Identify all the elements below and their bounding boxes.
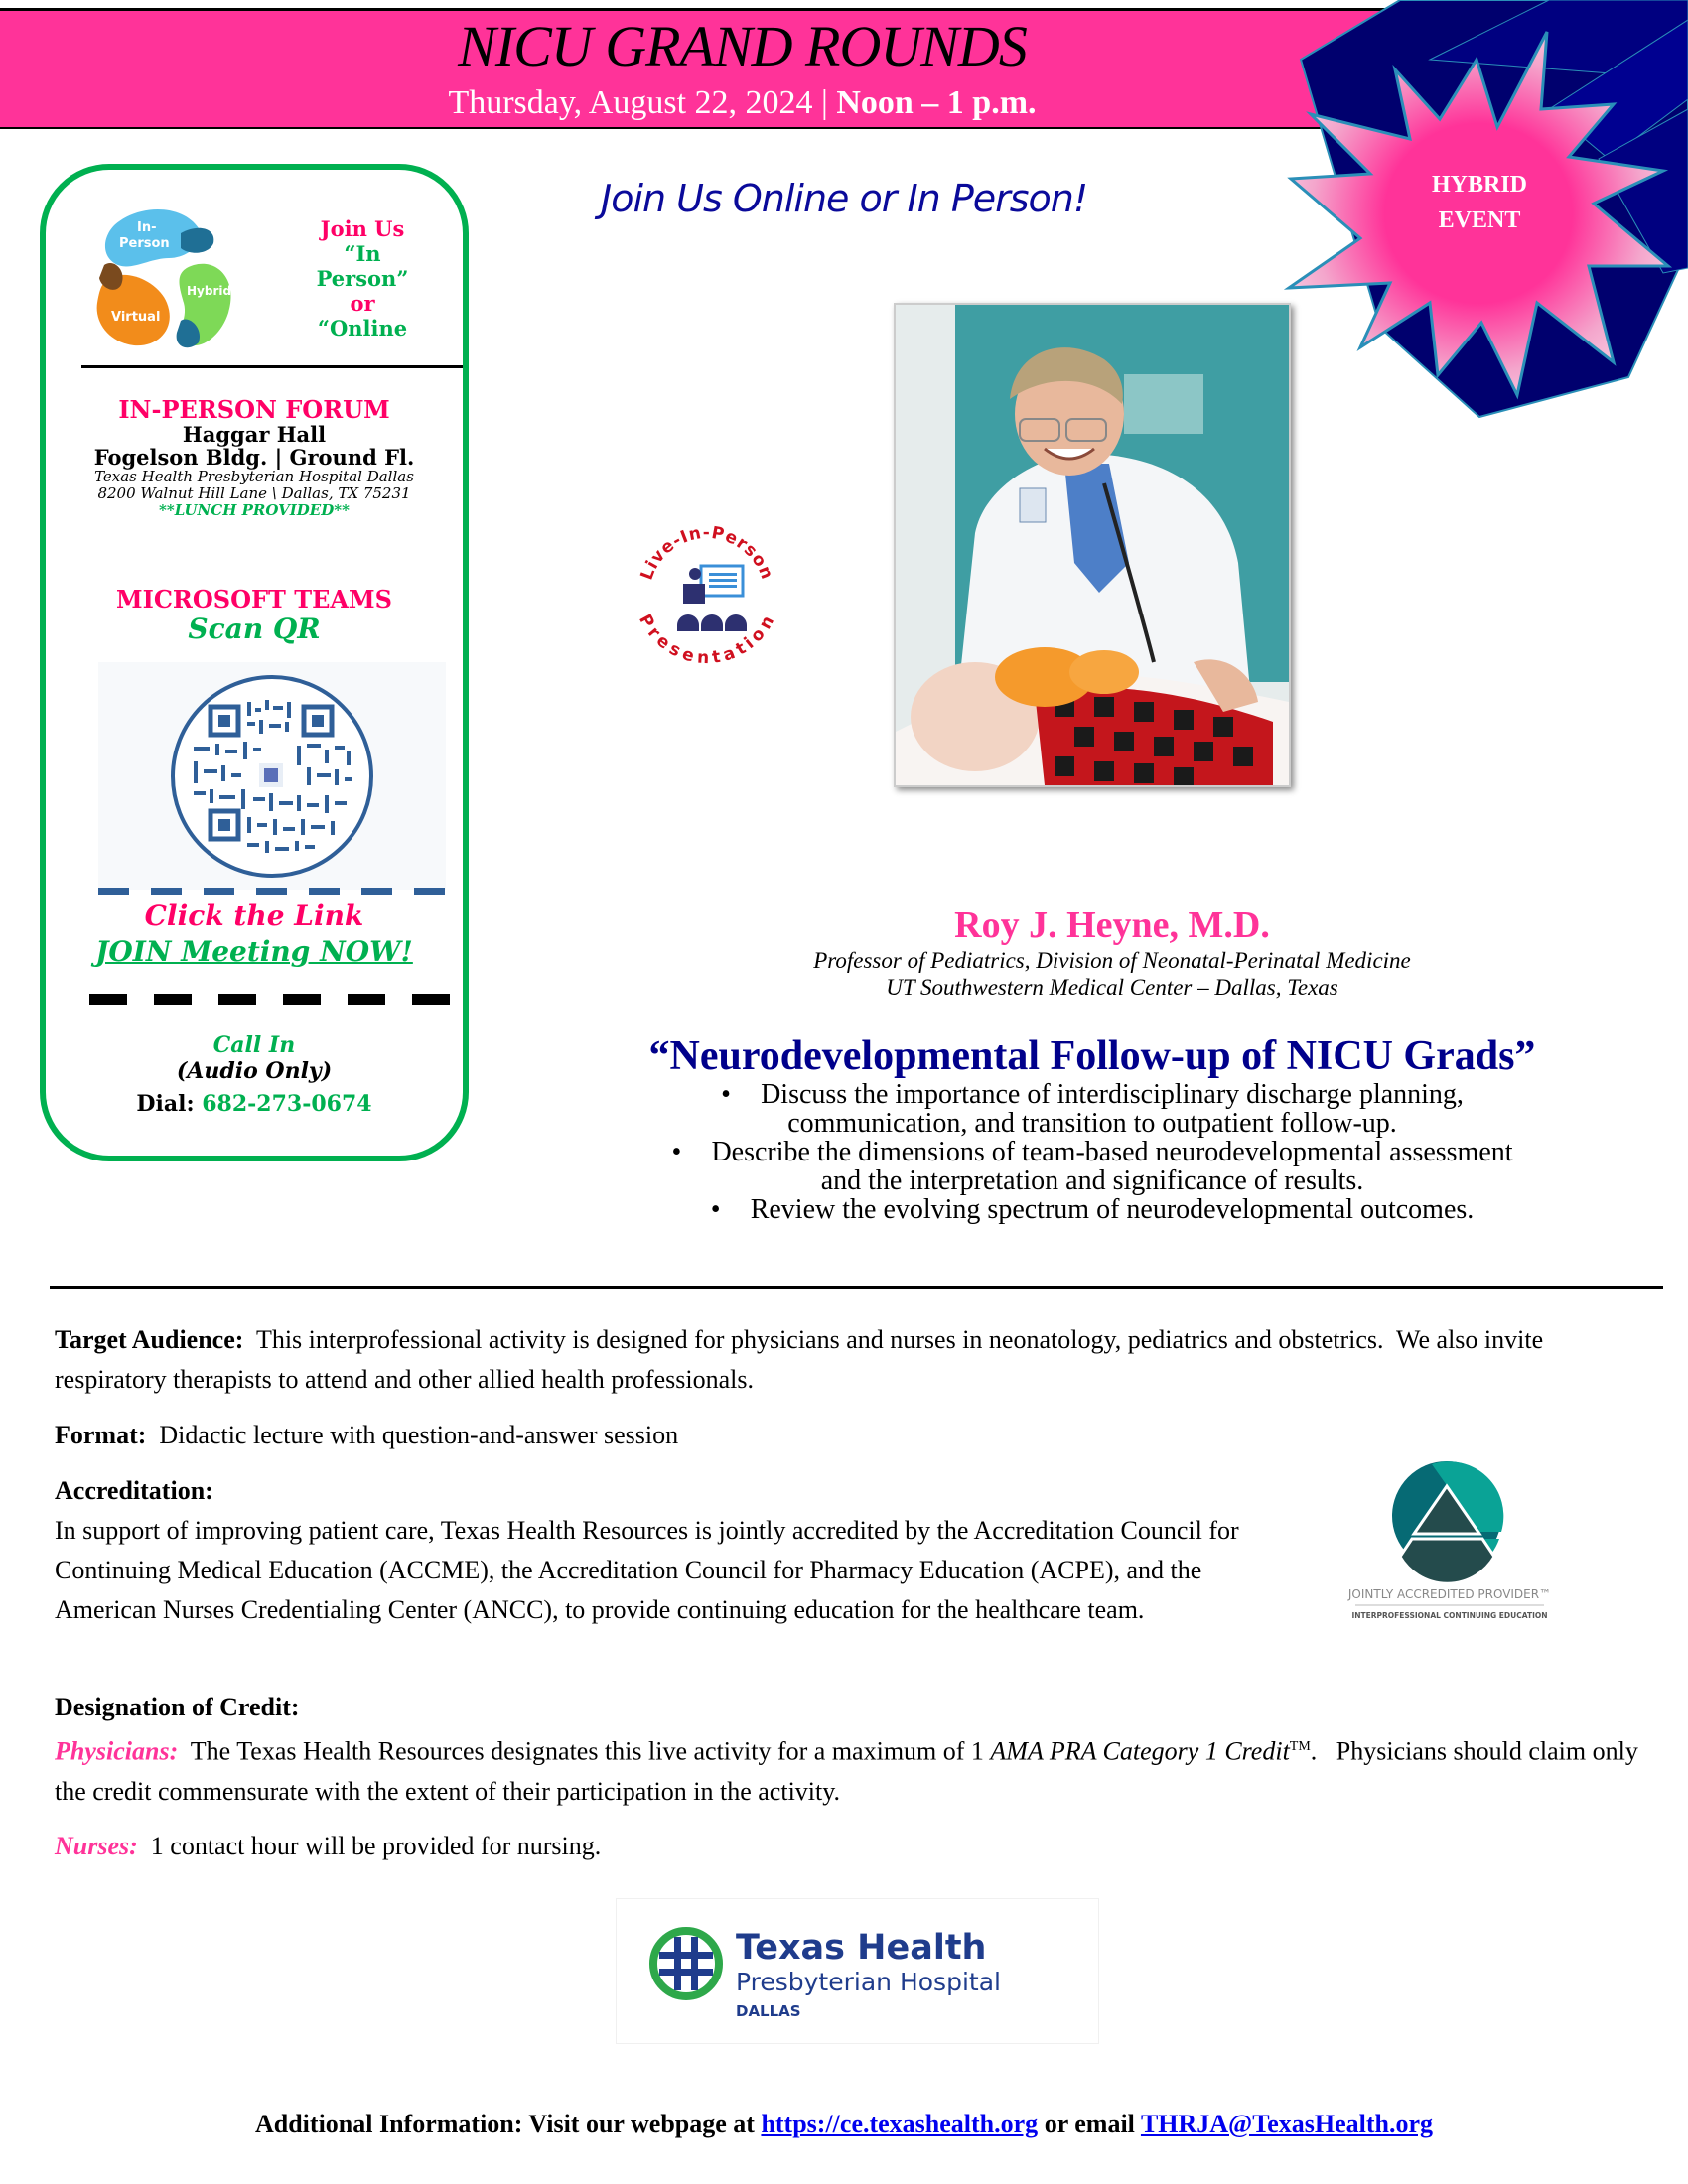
qr-code-icon[interactable] (98, 662, 446, 890)
target-audience-text: This interprofessional activity is designed for physicians and nurses in neonatology, pediatrics and obstetrics. We also invite respiratory therapists to attend and other allied health professionals. (55, 1325, 1550, 1394)
target-audience (55, 1320, 1653, 1400)
objective-text: Describe the dimensions of team-based neurodevelopmental assessment (711, 1137, 1513, 1167)
dial-line (60, 1084, 449, 1124)
designation-of-credit (55, 1688, 1653, 1812)
format-text: Didactic lecture with question-and-answer session (146, 1421, 679, 1449)
email-link[interactable]: THRJA@TexasHealth.org (1140, 2110, 1433, 2138)
dial-label: Dial: (136, 1091, 203, 1117)
event-datetime (0, 83, 1405, 123)
scan-qr-label: Scan QR (188, 613, 321, 645)
forum-address: 8200 Walnut Hill Lane \ Dallas, TX 75231 (97, 484, 411, 502)
teams-heading: MICROSOFT TEAMS (116, 585, 392, 614)
phone-number[interactable]: 682-273-0674 (202, 1091, 372, 1117)
lunch-provided: **LUNCH PROVIDED** (159, 501, 350, 519)
objective-text: Discuss the importance of interdisciplinary discharge planning, (761, 1079, 1464, 1110)
speaker-title: Professor of Pediatrics, Division of Neonatal-Perinatal Medicine (813, 948, 1411, 973)
physicians-text-2: . Physicians should claim only the credit commensurate with the extent of their participation in the activity. (55, 1736, 1645, 1806)
svg-text:In-: In- (137, 220, 157, 235)
trademark: TM (1289, 1739, 1311, 1754)
join-meeting-section (60, 898, 449, 970)
svg-text:Virtual: Virtual (111, 310, 161, 325)
objective-text: Review the evolving spectrum of neurodevelopmental outcomes. (750, 1194, 1475, 1225)
forum-heading: IN-PERSON FORUM (118, 395, 390, 424)
format-label: Format: (55, 1421, 147, 1449)
objective-item (516, 1080, 1668, 1138)
svg-text:Texas Health: Texas Health (736, 1928, 987, 1968)
bullet-icon: • (710, 1194, 721, 1225)
forum-hospital: Texas Health Presbyterian Hospital Dallas (94, 468, 414, 485)
page-title: NICU GRAND ROUNDS (458, 14, 1027, 78)
click-the-link-label: Click the Link (144, 899, 364, 932)
talk-title: “Neurodevelopmental Follow-up of NICU Grads” (648, 1033, 1536, 1079)
event-date: Thursday, August 22, 2024 | (448, 84, 837, 121)
microsoft-teams-section (60, 586, 449, 645)
footer (0, 2110, 1688, 2139)
event-time: Noon – 1 p.m. (836, 84, 1037, 121)
nurses-text: 1 contact hour will be provided for nursing. (137, 1832, 602, 1860)
join-line4: or (350, 291, 375, 316)
call-in-section (60, 1032, 449, 1124)
join-line3: Person” (316, 266, 409, 291)
panel-divider (81, 365, 463, 368)
bullet-icon: • (671, 1137, 682, 1167)
footer-text: Additional Information: Visit our webpage at (254, 2110, 762, 2138)
designation-label: Designation of Credit: (55, 1693, 300, 1721)
speaker-info (556, 903, 1668, 1001)
call-in-label: Call In (212, 1032, 296, 1058)
objective-text: communication, and transition to outpatient follow-up. (787, 1108, 1397, 1139)
nurses-label: Nurses: (55, 1832, 138, 1860)
hybrid-modes-logo-icon (89, 204, 248, 352)
badge-line2: EVENT (1438, 207, 1521, 233)
website-link[interactable]: https://ce.texashealth.org (761, 2110, 1039, 2138)
svg-text:Hybrid: Hybrid (187, 284, 232, 298)
dashed-divider-blue (98, 888, 446, 895)
target-audience-label: Target Audience: (55, 1325, 244, 1354)
bullet-icon: • (721, 1079, 731, 1110)
section-divider (50, 1286, 1663, 1289)
speaker-affiliation: UT Southwestern Medical Center – Dallas, Texas (886, 975, 1338, 1000)
objective-item (516, 1138, 1668, 1195)
nurses-credit (55, 1827, 1653, 1866)
physicians-label: Physicians: (55, 1736, 179, 1766)
objective-text: and the interpretation and significance of results. (820, 1165, 1364, 1196)
physicians-credit (55, 1727, 1653, 1812)
speaker-photo (894, 303, 1291, 787)
join-meeting-link[interactable]: JOIN Meeting NOW! (95, 935, 413, 968)
join-line1: Join Us (320, 216, 405, 241)
doctor-with-baby-image (896, 305, 1289, 785)
svg-text:Presentation: Presentation (634, 611, 779, 667)
svg-text:Person: Person (119, 236, 170, 251)
accreditation-label: Accreditation: (55, 1476, 213, 1505)
footer-text-2: or email (1038, 2110, 1141, 2138)
svg-text:JOINTLY ACCREDITED PROVIDER™: JOINTLY ACCREDITED PROVIDER™ (1347, 1587, 1552, 1601)
forum-hall: Haggar Hall (182, 422, 327, 447)
objective-item (516, 1195, 1668, 1224)
hybrid-event-label (1420, 167, 1539, 238)
dashed-divider-black (89, 994, 457, 1005)
accreditation-text: In support of improving patient care, Texas Health Resources is jointly accredited by the Accreditation Council for Continuing Medical Education (ACCME), the Accreditation Council for Pharmacy Education (ACPE), and the American Nurses Credentialing Center (ANCC), to provide continuing education for the healthcare team. (55, 1516, 1239, 1624)
svg-text:Live-In-Person: Live-In-Person (636, 522, 777, 583)
format (55, 1416, 1653, 1455)
join-line2: “In (344, 241, 381, 266)
texas-health-presbyterian-logo (616, 1898, 1099, 2044)
svg-text:Presbyterian Hospital: Presbyterian Hospital (736, 1968, 1001, 1996)
badge-line1: HYBRID (1431, 172, 1527, 198)
join-online-heading: Join Us Online or In Person! (601, 177, 1088, 220)
audio-only-label: (Audio Only) (176, 1058, 333, 1084)
learning-objectives (516, 1080, 1668, 1224)
svg-text:INTERPROFESSIONAL CONTINUING E: INTERPROFESSIONAL CONTINUING EDUCATION (1351, 1611, 1548, 1620)
ama-pra-credit: AMA PRA Category 1 Credit (990, 1736, 1290, 1766)
join-us-callout (283, 216, 442, 341)
forum-building: Fogelson Bldg. | Ground Fl. (93, 445, 415, 470)
speaker-name: Roy J. Heyne, M.D. (954, 904, 1270, 946)
svg-text:DALLAS: DALLAS (736, 2002, 801, 2020)
join-line5: “Online (317, 316, 408, 341)
live-in-person-presentation-icon (628, 518, 786, 667)
jointly-accredited-provider-logo-icon (1321, 1454, 1579, 1633)
in-person-forum (60, 397, 449, 519)
accreditation (55, 1471, 1261, 1630)
physicians-text: The Texas Health Resources designates this live activity for a maximum of 1 (178, 1736, 991, 1766)
